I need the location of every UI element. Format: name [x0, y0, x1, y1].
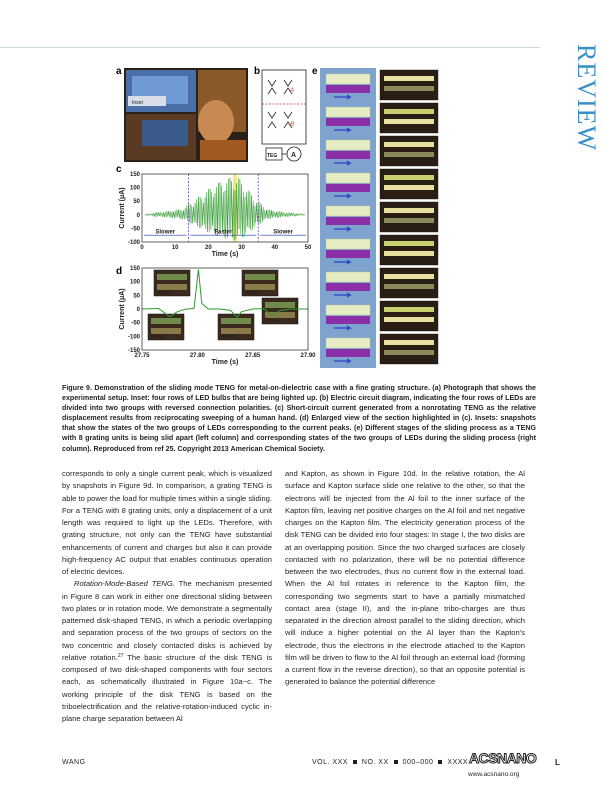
grating-plate — [326, 272, 370, 282]
sliding-plate — [326, 217, 370, 225]
y-tick-label: 50 — [133, 293, 140, 300]
y-axis-label: Current (μA) — [119, 187, 126, 229]
header-rule — [0, 47, 540, 48]
x-tick-label: 27.85 — [245, 353, 261, 359]
led-row-bottom — [384, 119, 434, 124]
section-tab: REVIEW — [572, 44, 601, 152]
grating-plate — [326, 239, 370, 249]
led-row-bottom — [384, 350, 434, 355]
panel-a-photo — [124, 68, 248, 162]
y-tick-label: -100 — [127, 334, 140, 341]
circuit-group-a: A — [290, 88, 295, 94]
led-row-bottom — [384, 152, 434, 157]
footer-volume: VOL. XXX — [312, 759, 348, 766]
sliding-plate — [326, 283, 370, 291]
x-tick-label: 27.90 — [300, 353, 316, 359]
journal-logo — [469, 750, 541, 768]
led-state-photo — [380, 70, 438, 100]
x-tick-label: 30 — [238, 245, 245, 251]
figure-svg — [112, 62, 532, 378]
snapshot-led-row — [157, 274, 187, 280]
paragraph-rotation-mode — [62, 578, 272, 725]
led-row-bottom — [384, 218, 434, 223]
snapshot-label: Inset — [265, 318, 280, 324]
paragraph-text: The mechanism presented in Figure 8 can work in either one directional sliding between two plates or in rotation mode. We demonstrate a segmentally patterned disk-shaped TENG, in which a periodic overlapping and separation process of the two groups of sectors on the two concentric and closely contacted disks is achieved by relative rotation. — [62, 579, 272, 662]
led-row-top — [384, 307, 434, 312]
led-state-photo — [380, 334, 438, 364]
snapshot-label: Inset — [157, 290, 172, 296]
footer-year: XXXX — [447, 759, 469, 766]
footer-citation — [312, 759, 468, 766]
x-tick-label: 27.75 — [134, 353, 150, 359]
y-tick-label: -50 — [131, 320, 140, 327]
panel-e-stages — [320, 68, 438, 368]
panel-d-chart — [119, 266, 316, 366]
y-tick-label: 50 — [133, 199, 140, 206]
region-label: Slower — [273, 229, 293, 236]
paragraph-text: The basic structure of the disk TENG is composed of two disk-shaped components with four sectors each, as schematically illustrated in Figure 10a−c. The working principle of the disk TENG is based on the triboelectrification and the relative-rotation-induced cyclic in-plane charge separation between Al — [62, 652, 272, 723]
separator-square-icon — [394, 760, 398, 764]
figure-caption — [62, 383, 536, 454]
x-tick-label: 27.80 — [189, 353, 205, 359]
panel-letter-e: e — [312, 66, 318, 77]
sliding-plate — [326, 118, 370, 126]
sliding-plate — [326, 316, 370, 324]
sliding-plate — [326, 250, 370, 258]
led-state-photo — [380, 301, 438, 331]
grating-plate — [326, 173, 370, 183]
region-label: Slower — [155, 229, 176, 236]
sliding-plate — [326, 184, 370, 192]
led-row-top — [384, 142, 434, 147]
y-axis-label: Current (μA) — [119, 288, 126, 330]
led-row-top — [384, 340, 434, 345]
body-column-left — [62, 468, 272, 725]
panel-b-circuit — [262, 70, 306, 161]
figure-9 — [112, 62, 532, 378]
y-tick-label: 0 — [136, 212, 140, 219]
sliding-plate — [326, 85, 370, 93]
footer-number: NO. XX — [361, 759, 389, 766]
circuit-group-b: B — [290, 122, 295, 128]
y-tick-label: 150 — [129, 266, 140, 272]
x-tick-label: 0 — [140, 245, 144, 251]
snapshot-led-row — [245, 274, 275, 280]
body-column-right — [285, 468, 525, 689]
snapshot-label: Inset — [245, 290, 260, 296]
paragraph: and Kapton, as shown in Figure 10d. In the relative rotation, the Al surface and Kapton surface slide one relative to the other, so that the electrons will be injected from the Al foil to the inner surface of the Kapton film, leaving net positive charges on the Al foil and net negative charges on the Kapton film. The electricity generation process of the disk TENG can be divided into four stages: In stage I, the two disks are at an overlapping position. Since the two charged surfaces are closely contacted with no polarization, there will be no potential difference between the two electrodes, thus no current flow in the external load. When the Al foil rotates in reference to the Kapton film, the corresponding two segments start to have a partially mismatched contact area (stage II), and the in-plane tribo-charges are thus separated in the direction almost parallel to the sliding direction, which will induce a higher potential on the Al layer than the Kapton's electrode, thus the electrons in the electrode attached to the Kapton film will be driven to flow to the Al foil through an external load (forming a current flow in the reverse direction), so that an opposite potential is generated to balance the potential difference — [285, 469, 525, 687]
panel-letter-b: b — [254, 66, 261, 77]
snapshot-led-row — [151, 318, 181, 324]
grating-plate — [326, 305, 370, 315]
led-row-top — [384, 76, 434, 81]
led-row-top — [384, 274, 434, 279]
circuit-teg-label: TEG — [267, 153, 278, 159]
journal-logo-text: ACSNANO — [469, 750, 537, 766]
x-tick-label: 10 — [171, 245, 179, 251]
grating-plate — [326, 338, 370, 348]
y-tick-label: 100 — [129, 279, 140, 286]
led-state-photo — [380, 169, 438, 199]
x-axis-label: Time (s) — [211, 359, 239, 366]
x-tick-label: 40 — [271, 245, 279, 251]
x-tick-label: 20 — [205, 245, 212, 251]
snapshot-led-row — [265, 302, 295, 308]
led-row-bottom — [384, 86, 434, 91]
x-axis-label: Time (s) — [211, 251, 239, 258]
photo-inset-label: Inset — [132, 100, 143, 106]
panel-letter-c: c — [116, 164, 122, 175]
paragraph: corresponds to only a single current peak, which is visualized by snapshots in Figure 9d. In comparison, a grating TENG is able to power the load for multiple times within a single sliding. For a TENG with 8 grating units, only a displacement of a unit length was required to light up the LEDs. Therefore, with grating structure, not only can the TENG have substantial enhancements of current and charges but also it can provide high-frequency AC output that enables continuous operation of electric devices. — [62, 469, 272, 576]
y-tick-label: -50 — [131, 226, 140, 233]
page-number: L — [555, 758, 560, 767]
y-tick-label: -150 — [127, 348, 140, 354]
snapshot-label: Inset — [221, 334, 236, 340]
panel-letter-d: d — [116, 266, 123, 277]
led-state-photo — [380, 103, 438, 133]
region-label: Faster — [214, 229, 233, 236]
caption-text: (a) Photograph that shows the experimental setup. Inset: four rows of LED bulbs that are being lighted up. (b) Electric circuit diagram, indicating the four rows of LEDs are divided into two groups with reversed connection polarities. (c) Short-circuit current generated from a nonrotating TENG as the relative displacement results from reciprocating sweeping of a human hand. (d) Enlarged view of the section highlighted in (c). Insets: snapshots that show the states of the two groups of LEDs corresponding to the current peaks. (e) Different stages of the sliding process as a TENG with 8 grating units is being slid apart (left column) and corresponding states of the two groups of LEDs during the sliding process (right column). Reproduced from ref 25. Copyright 2013 American Chemical Society. — [62, 384, 536, 453]
led-state-photo — [380, 268, 438, 298]
led-row-top — [384, 175, 434, 180]
led-row-top — [384, 241, 434, 246]
x-tick-label: 50 — [304, 245, 312, 251]
led-row-bottom — [384, 317, 434, 322]
led-row-bottom — [384, 284, 434, 289]
led-row-top — [384, 109, 434, 114]
snapshot-led-row — [221, 318, 251, 324]
y-tick-label: 150 — [129, 172, 140, 178]
reference-superscript[interactable]: 27 — [117, 652, 124, 659]
footer-author: WANG — [62, 759, 86, 766]
sliding-plate — [326, 151, 370, 159]
separator-square-icon — [353, 760, 357, 764]
y-tick-label: 0 — [136, 307, 140, 313]
snapshot-label: Inset — [151, 334, 166, 340]
subsection-heading: Rotation-Mode-Based TENG. — [74, 579, 175, 589]
circuit-ammeter-label: A — [291, 152, 297, 159]
led-row-top — [384, 208, 434, 213]
journal-url[interactable]: www.acsnano.org — [468, 771, 520, 778]
led-state-photo — [380, 202, 438, 232]
grating-plate — [326, 107, 370, 117]
separator-square-icon — [438, 760, 442, 764]
grating-plate — [326, 74, 370, 84]
led-row-bottom — [384, 185, 434, 190]
y-tick-label: 100 — [129, 185, 140, 192]
panel-c-chart — [119, 172, 312, 258]
led-state-photo — [380, 136, 438, 166]
led-row-bottom — [384, 251, 434, 256]
grating-plate — [326, 140, 370, 150]
led-state-photo — [380, 235, 438, 265]
grating-plate — [326, 206, 370, 216]
sliding-plate — [326, 349, 370, 357]
footer-pages: 000–000 — [402, 759, 434, 766]
panel-letter-a: a — [116, 66, 122, 77]
caption-lead: Figure 9. Demonstration of the sliding mode TENG for metal-on-dielectric case with a fine grating structure. — [62, 384, 430, 392]
y-tick-label: -100 — [127, 240, 140, 246]
